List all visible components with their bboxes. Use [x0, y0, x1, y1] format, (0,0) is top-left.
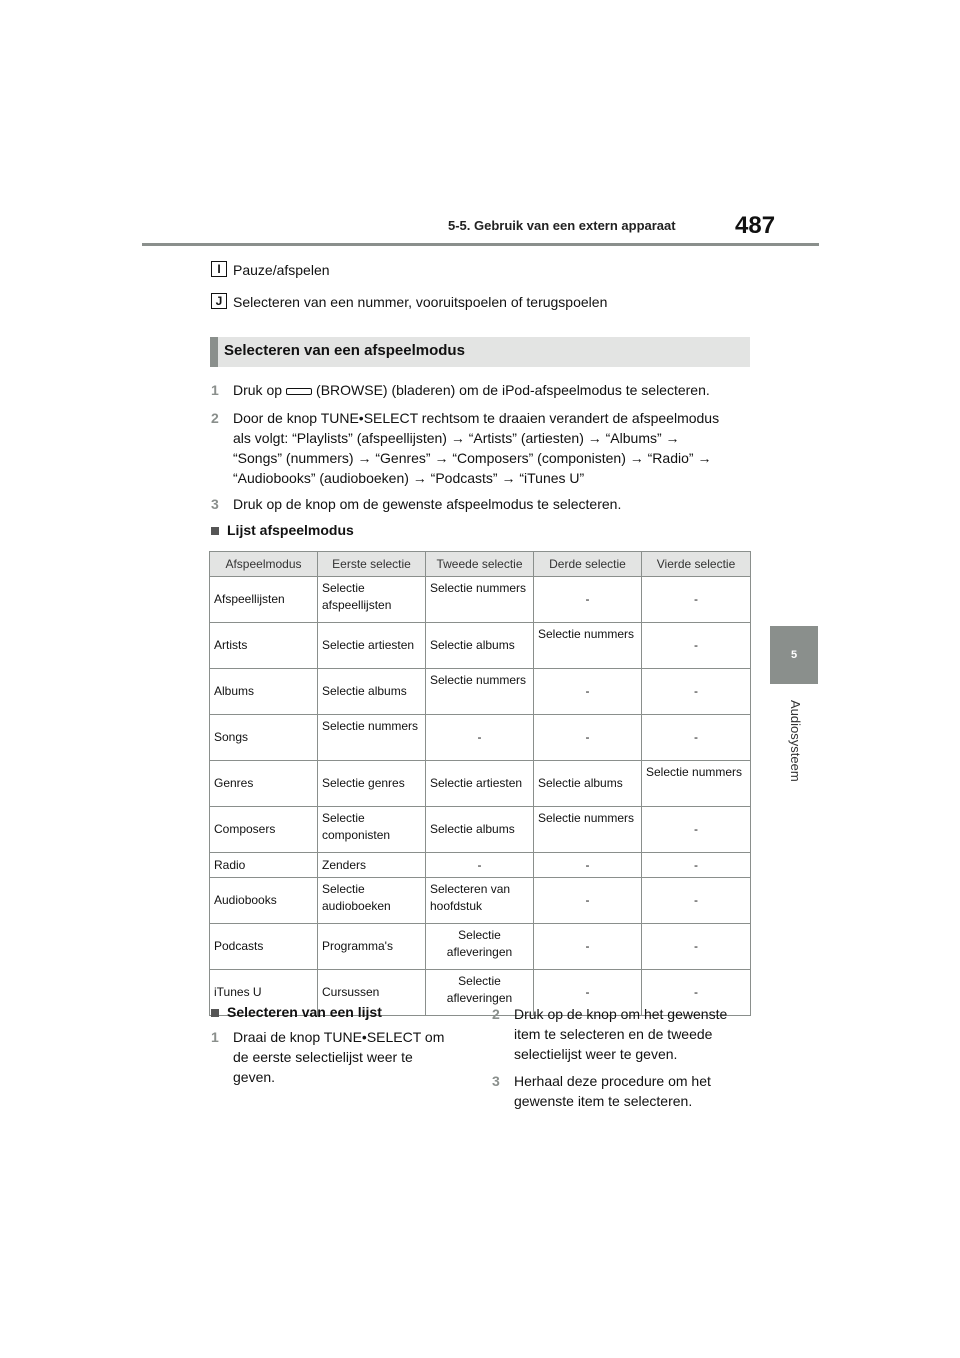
table-cell: Selectie artiesten: [426, 761, 534, 807]
step-2-line: Door de knop TUNE•SELECT rechtsom te draaien verandert de afspeelmodus: [233, 410, 720, 426]
table-cell: -: [534, 577, 642, 623]
table-header-cell: Afspeelmodus: [210, 552, 318, 577]
table-cell: -: [642, 970, 751, 1016]
select-list-heading-text: Selecteren van een lijst: [227, 1004, 382, 1020]
table-cell: Selectie albums: [534, 761, 642, 807]
table-cell: Selectie nummers: [642, 761, 751, 807]
table-cell: -: [642, 715, 751, 761]
step-line: Draai de knop TUNE•SELECT om: [233, 1029, 445, 1045]
table-cell: Selectie afleveringen: [426, 970, 534, 1016]
table-cell: Composers: [210, 807, 318, 853]
table-cell: -: [642, 924, 751, 970]
step-2: [211, 408, 751, 488]
table-cell: -: [534, 970, 642, 1016]
table-cell: Selectie nummers: [426, 577, 534, 623]
table-cell: -: [642, 669, 751, 715]
table-header-cell: Tweede selectie: [426, 552, 534, 577]
select-list-heading: [211, 1004, 382, 1020]
step-2-line: als volgt: “Playlists” (afspeellijsten) → “Artists” (artiesten) → “Albums” →: [233, 430, 680, 446]
table-cell: Selectie nummers: [534, 807, 642, 853]
table-header-cell: Eerste selectie: [318, 552, 426, 577]
table-cell: Podcasts: [210, 924, 318, 970]
key-text-i: Pauze/afspelen: [233, 262, 330, 278]
table-cell: Programma's: [318, 924, 426, 970]
key-letter-j: J: [211, 293, 227, 309]
step-2-line: “Songs” (nummers) → “Genres” → “Composers” (componisten) → “Radio” →: [233, 450, 712, 466]
key-letter-i: I: [211, 261, 227, 277]
page-number: 487: [735, 212, 776, 239]
section-title-header: 5-5. Gebruik van een extern apparaat: [448, 218, 676, 233]
table-cell: Albums: [210, 669, 318, 715]
step-3-text: Druk op de knop om de gewenste afspeelmodus te selecteren.: [233, 496, 622, 512]
playback-mode-table: [209, 551, 751, 1016]
table-cell: Selectie artiesten: [318, 623, 426, 669]
table-cell: Selectie albums: [426, 623, 534, 669]
table-cell: -: [534, 669, 642, 715]
step-line: geven.: [233, 1069, 276, 1085]
table-cell: -: [534, 878, 642, 924]
section-heading: [210, 337, 750, 367]
table-cell: -: [642, 623, 751, 669]
chapter-number: 5: [790, 649, 798, 661]
table-header-cell: Derde selectie: [534, 552, 642, 577]
header-divider: [142, 243, 819, 246]
list-heading-text: Lijst afspeelmodus: [227, 522, 354, 538]
step-3: [211, 494, 751, 514]
table-header-row: [210, 552, 751, 577]
table-cell: Selectie afleveringen: [426, 924, 534, 970]
table-cell: -: [642, 878, 751, 924]
table-cell: Selectie albums: [318, 669, 426, 715]
select-list-step-2: [492, 1004, 750, 1068]
table-cell: -: [426, 715, 534, 761]
step-line: Druk op de knop om het gewenste: [514, 1006, 728, 1022]
step-1-text-before: Druk op: [233, 382, 283, 398]
table-cell: iTunes U: [210, 970, 318, 1016]
table-cell: Selectie componisten: [318, 807, 426, 853]
table-cell: Selectie genres: [318, 761, 426, 807]
table-cell: Selectie nummers: [426, 669, 534, 715]
key-text-j: Selecteren van een nummer, vooruitspoelen of terugspoelen: [233, 294, 608, 310]
table-cell: Selectie nummers: [318, 715, 426, 761]
table-cell: Selectie nummers: [534, 623, 642, 669]
chapter-label-text: Audiosysteem: [788, 700, 803, 782]
select-list-step-1: [211, 1027, 461, 1091]
table-row: [210, 623, 751, 669]
step-2-line: “Audiobooks” (audioboeken) → “Podcasts” → “iTunes U”: [233, 470, 585, 486]
table-row: [210, 715, 751, 761]
step-1: [211, 380, 751, 400]
select-list-step-3: [492, 1071, 750, 1115]
step-1-text-after: (BROWSE) (bladeren) om de iPod-afspeelmodus te selecteren.: [316, 382, 710, 398]
table-cell: Audiobooks: [210, 878, 318, 924]
table-cell: Genres: [210, 761, 318, 807]
table-cell: -: [426, 853, 534, 878]
bullet-square-icon: [211, 527, 219, 535]
table-cell: -: [534, 924, 642, 970]
step-line: gewenste item te selecteren.: [514, 1093, 693, 1109]
step-number: 1: [211, 382, 219, 398]
table-cell: Songs: [210, 715, 318, 761]
step-line: de eerste selectielijst weer te: [233, 1049, 413, 1065]
table-cell: Selectie audioboeken: [318, 878, 426, 924]
table-cell: -: [534, 853, 642, 878]
table-cell: Afspeellijsten: [210, 577, 318, 623]
table-header-cell: Vierde selectie: [642, 552, 751, 577]
list-heading: [211, 522, 354, 538]
browse-button-icon: [286, 388, 312, 395]
table-cell: Radio: [210, 853, 318, 878]
chapter-label: [770, 700, 818, 820]
table-row: [210, 761, 751, 807]
step-line: item te selecteren en de tweede: [514, 1026, 713, 1042]
table-cell: Selectie afspeellijsten: [318, 577, 426, 623]
table-cell: -: [534, 715, 642, 761]
table-cell: -: [642, 853, 751, 878]
table-row: [210, 878, 751, 924]
table-row: [210, 853, 751, 878]
table-row: [210, 807, 751, 853]
table-cell: -: [642, 577, 751, 623]
step-number: 3: [492, 1073, 500, 1089]
bullet-square-icon: [211, 1009, 219, 1017]
table-cell: -: [642, 807, 751, 853]
step-line: selectielijst weer te geven.: [514, 1046, 678, 1062]
step-number: 2: [211, 410, 219, 426]
table-row: [210, 577, 751, 623]
table-cell: Zenders: [318, 853, 426, 878]
table-cell: Cursussen: [318, 970, 426, 1016]
table-cell: Selecteren van hoofdstuk: [426, 878, 534, 924]
step-number: 1: [211, 1029, 219, 1045]
table-row: [210, 924, 751, 970]
step-number: 3: [211, 496, 219, 512]
step-line: Herhaal deze procedure om het: [514, 1073, 711, 1089]
section-heading-text: Selecteren van een afspeelmodus: [224, 342, 465, 359]
chapter-tab: [770, 626, 818, 684]
step-number: 2: [492, 1006, 500, 1022]
table-cell: Artists: [210, 623, 318, 669]
table-row: [210, 669, 751, 715]
table-cell: Selectie albums: [426, 807, 534, 853]
